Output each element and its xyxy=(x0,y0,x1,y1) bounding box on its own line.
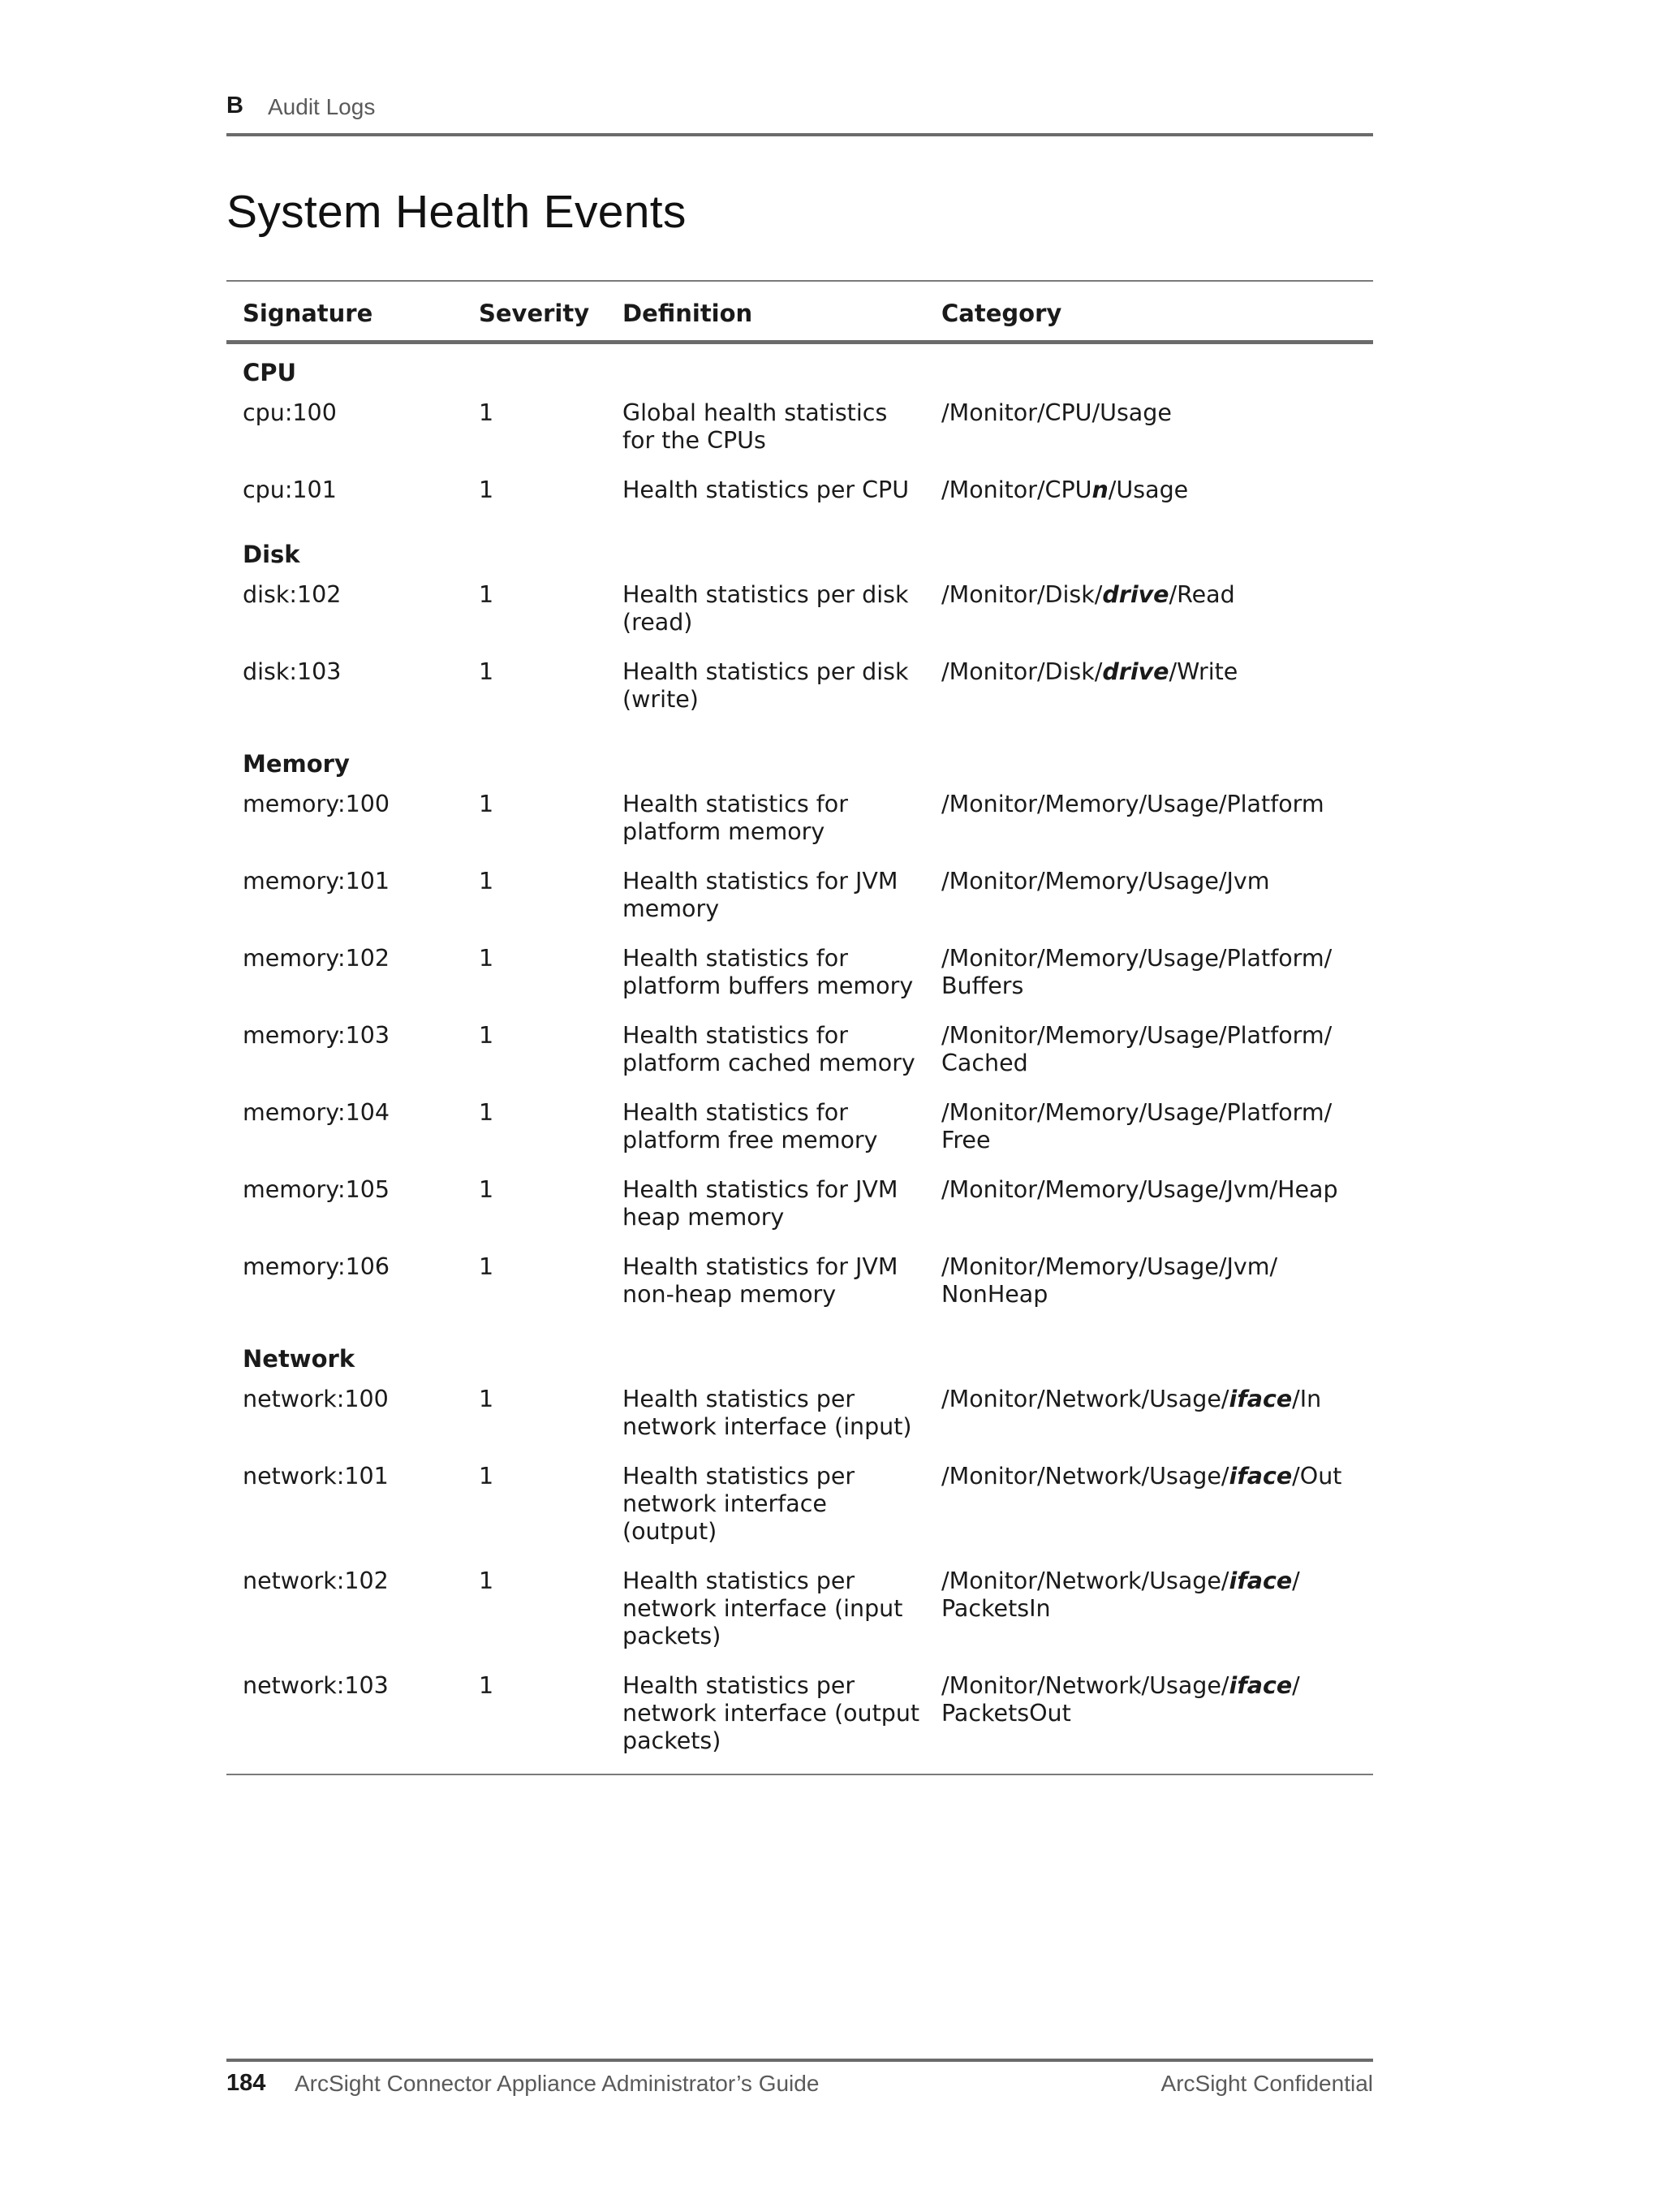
definition-cell xyxy=(622,658,931,714)
signature-cell: memory:106 xyxy=(243,1253,390,1280)
definition-line: Health statistics per xyxy=(622,1567,855,1594)
category-variable: drive xyxy=(1102,581,1169,608)
category-line xyxy=(941,581,1363,609)
events-table xyxy=(226,280,1373,1775)
category-text: /Monitor/Memory/Usage/Platform/ xyxy=(941,1099,1333,1126)
category-line xyxy=(941,1386,1363,1413)
column-header-severity: Severity xyxy=(479,300,590,327)
category-variable: n xyxy=(1091,476,1109,503)
category-text: /Monitor/Memory/Usage/Jvm/ xyxy=(941,1253,1278,1280)
definition-line: memory xyxy=(622,895,720,922)
category-text: /Monitor/CPU xyxy=(941,476,1092,503)
definition-line: (output) xyxy=(622,1518,717,1545)
category-cell xyxy=(941,1567,1363,1623)
page-number: 184 xyxy=(226,2070,266,2096)
definition-cell xyxy=(622,399,931,455)
category-cell xyxy=(941,1176,1363,1204)
category-text: /Monitor/Network/Usage/ xyxy=(941,1463,1229,1490)
definition-line: packets) xyxy=(622,1623,721,1649)
column-header-definition: Definition xyxy=(622,300,753,327)
signature-cell: memory:103 xyxy=(243,1022,390,1049)
definition-line: non-heap memory xyxy=(622,1281,837,1308)
definition-line: Global health statistics xyxy=(622,399,888,426)
definition-cell xyxy=(622,476,931,504)
section-heading: Memory xyxy=(243,750,350,778)
severity-cell: 1 xyxy=(479,399,494,426)
category-cell xyxy=(941,1253,1363,1309)
severity-cell: 1 xyxy=(479,1253,494,1280)
definition-line: Health statistics for JVM xyxy=(622,868,898,895)
category-line xyxy=(941,1567,1363,1595)
category-line xyxy=(941,1176,1363,1204)
category-text: /Monitor/CPU/Usage xyxy=(941,399,1172,426)
definition-line: Health statistics per xyxy=(622,1386,855,1412)
category-cell xyxy=(941,658,1363,686)
category-text: /Monitor/Memory/Usage/Jvm/Heap xyxy=(941,1176,1338,1203)
category-line xyxy=(941,1595,1363,1623)
category-variable: iface xyxy=(1229,1386,1293,1412)
category-line xyxy=(941,1099,1363,1127)
definition-line: network interface (input xyxy=(622,1595,903,1622)
severity-cell: 1 xyxy=(479,791,494,817)
category-text: /Monitor/Disk/ xyxy=(941,581,1103,608)
category-text: Buffers xyxy=(941,972,1024,999)
category-cell xyxy=(941,476,1363,504)
definition-line: (write) xyxy=(622,686,699,713)
severity-cell: 1 xyxy=(479,868,494,895)
category-text: /In xyxy=(1292,1386,1322,1412)
category-text: /Monitor/Memory/Usage/Jvm xyxy=(941,868,1270,895)
category-text: PacketsOut xyxy=(941,1700,1071,1727)
signature-cell: memory:102 xyxy=(243,945,390,972)
definition-cell xyxy=(622,1099,931,1154)
definition-cell xyxy=(622,868,931,923)
category-text: Cached xyxy=(941,1050,1028,1076)
definition-cell xyxy=(622,945,931,1000)
signature-cell: disk:102 xyxy=(243,581,342,608)
signature-cell: cpu:101 xyxy=(243,476,337,503)
definition-line: heap memory xyxy=(622,1204,785,1231)
category-line xyxy=(941,1022,1363,1050)
category-cell xyxy=(941,1463,1363,1490)
category-text: / xyxy=(1292,1567,1300,1594)
definition-line: network interface (output xyxy=(622,1700,920,1727)
definition-line: for the CPUs xyxy=(622,427,766,454)
definition-cell xyxy=(622,791,931,846)
category-text: /Read xyxy=(1169,581,1235,608)
category-cell xyxy=(941,945,1363,1000)
category-cell xyxy=(941,399,1363,427)
category-line xyxy=(941,945,1363,972)
signature-cell: network:100 xyxy=(243,1386,389,1412)
signature-cell: cpu:100 xyxy=(243,399,337,426)
definition-line: platform buffers memory xyxy=(622,972,914,999)
category-text: / xyxy=(1292,1672,1300,1699)
category-line xyxy=(941,1253,1363,1281)
definition-line: Health statistics for xyxy=(622,945,848,972)
category-cell xyxy=(941,1386,1363,1413)
section-heading: Network xyxy=(243,1345,355,1373)
definition-cell xyxy=(622,581,931,636)
definition-line: Health statistics per disk xyxy=(622,581,909,608)
severity-cell: 1 xyxy=(479,476,494,503)
category-text: /Monitor/Network/Usage/ xyxy=(941,1672,1229,1699)
definition-line: Health statistics for JVM xyxy=(622,1253,898,1280)
chapter-letter: B xyxy=(226,93,243,119)
category-line xyxy=(941,1463,1363,1490)
category-cell xyxy=(941,1672,1363,1727)
definition-line: Health statistics for xyxy=(622,791,848,817)
category-text: /Usage xyxy=(1108,476,1189,503)
definition-line: Health statistics per disk xyxy=(622,658,909,685)
signature-cell: network:101 xyxy=(243,1463,389,1490)
definition-line: Health statistics for xyxy=(622,1099,848,1126)
severity-cell: 1 xyxy=(479,1463,494,1490)
definition-cell xyxy=(622,1567,931,1650)
signature-cell: memory:104 xyxy=(243,1099,390,1126)
severity-cell: 1 xyxy=(479,1022,494,1049)
chapter-title: Audit Logs xyxy=(268,94,376,119)
definition-line: Health statistics per CPU xyxy=(622,476,910,503)
definition-line: Health statistics for JVM xyxy=(622,1176,898,1203)
definition-line: platform cached memory xyxy=(622,1050,915,1076)
category-variable: iface xyxy=(1229,1672,1293,1699)
column-header-category: Category xyxy=(941,300,1062,327)
section-heading: CPU xyxy=(243,359,297,386)
category-text: PacketsIn xyxy=(941,1595,1051,1622)
definition-line: network interface (input) xyxy=(622,1413,912,1440)
category-variable: iface xyxy=(1229,1567,1293,1594)
definition-line: platform memory xyxy=(622,818,825,845)
category-cell xyxy=(941,868,1363,895)
severity-cell: 1 xyxy=(479,1176,494,1203)
running-header xyxy=(226,91,1373,136)
category-text: /Monitor/Disk/ xyxy=(941,658,1103,685)
column-header-signature: Signature xyxy=(243,300,373,327)
category-line xyxy=(941,658,1363,686)
definition-cell xyxy=(622,1253,931,1309)
category-text: /Monitor/Memory/Usage/Platform xyxy=(941,791,1324,817)
definition-line: (read) xyxy=(622,609,693,636)
severity-cell: 1 xyxy=(479,1099,494,1126)
category-line xyxy=(941,1672,1363,1700)
severity-cell: 1 xyxy=(479,1672,494,1699)
category-text: /Monitor/Network/Usage/ xyxy=(941,1386,1229,1412)
table-body xyxy=(226,344,1373,1774)
guide-title: ArcSight Connector Appliance Administrator’s Guide xyxy=(295,2071,820,2096)
signature-cell: memory:100 xyxy=(243,791,390,817)
severity-cell: 1 xyxy=(479,1567,494,1594)
category-line xyxy=(941,868,1363,895)
signature-cell: network:102 xyxy=(243,1567,389,1594)
page-title: System Health Events xyxy=(226,186,687,238)
definition-line: packets) xyxy=(622,1727,721,1754)
category-variable: drive xyxy=(1102,658,1169,685)
category-line xyxy=(941,399,1363,427)
severity-cell: 1 xyxy=(479,1386,494,1412)
definition-cell xyxy=(622,1463,931,1546)
section-heading: Disk xyxy=(243,541,300,568)
category-cell xyxy=(941,581,1363,609)
category-line xyxy=(941,476,1363,504)
category-line xyxy=(941,1050,1363,1077)
confidentiality-note: ArcSight Confidential xyxy=(1160,2071,1373,2096)
definition-cell xyxy=(622,1386,931,1441)
category-text: Free xyxy=(941,1127,991,1153)
signature-cell: disk:103 xyxy=(243,658,342,685)
signature-cell: network:103 xyxy=(243,1672,389,1699)
category-text: /Write xyxy=(1169,658,1238,685)
definition-line: Health statistics per xyxy=(622,1463,855,1490)
definition-line: Health statistics for xyxy=(622,1022,848,1049)
category-line xyxy=(941,972,1363,1000)
severity-cell: 1 xyxy=(479,581,494,608)
definition-line: network interface xyxy=(622,1490,827,1517)
severity-cell: 1 xyxy=(479,945,494,972)
category-variable: iface xyxy=(1229,1463,1293,1490)
category-line xyxy=(941,1700,1363,1727)
category-text: /Monitor/Memory/Usage/Platform/ xyxy=(941,1022,1333,1049)
category-text: /Monitor/Memory/Usage/Platform/ xyxy=(941,945,1333,972)
definition-line: platform free memory xyxy=(622,1127,878,1153)
category-cell xyxy=(941,1099,1363,1154)
definition-cell xyxy=(622,1176,931,1231)
severity-cell: 1 xyxy=(479,658,494,685)
definition-cell xyxy=(622,1672,931,1755)
category-cell xyxy=(941,791,1363,818)
definition-line: Health statistics per xyxy=(622,1672,855,1699)
category-text: /Monitor/Network/Usage/ xyxy=(941,1567,1229,1594)
signature-cell: memory:105 xyxy=(243,1176,390,1203)
category-line xyxy=(941,1127,1363,1154)
category-line xyxy=(941,1281,1363,1309)
table-header xyxy=(226,282,1373,344)
category-line xyxy=(941,791,1363,818)
running-footer xyxy=(226,2059,1373,2102)
signature-cell: memory:101 xyxy=(243,868,390,895)
definition-cell xyxy=(622,1022,931,1077)
category-text: /Out xyxy=(1292,1463,1342,1490)
category-cell xyxy=(941,1022,1363,1077)
category-text: NonHeap xyxy=(941,1281,1048,1308)
